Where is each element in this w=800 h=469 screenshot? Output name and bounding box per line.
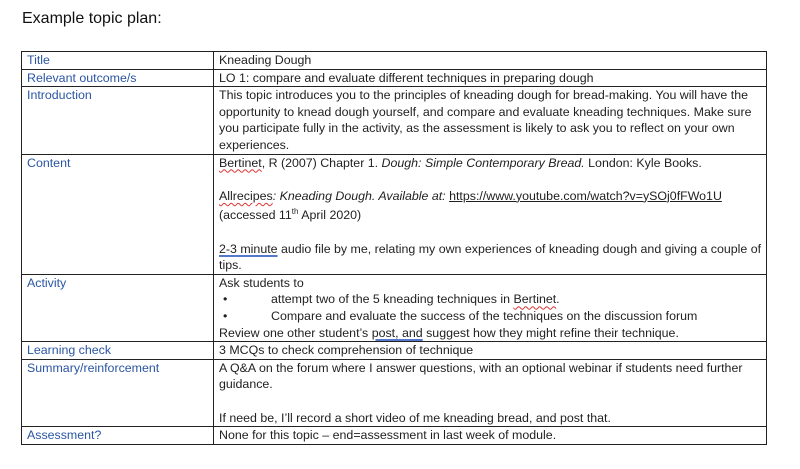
row-value-summary [214, 359, 767, 426]
reference-video-source: Allrecipes [219, 188, 273, 203]
reference-video-link[interactable]: https://www.youtube.com/watch?v=ySOj0fFWo1U [449, 188, 722, 203]
audio-note [219, 241, 762, 274]
audio-duration: 2-3 minute [219, 241, 278, 256]
bullet-icon: • [223, 292, 228, 307]
bullet-icon: • [223, 309, 228, 324]
list-item [219, 308, 762, 325]
row-label-outcome: Relevant outcome/s [22, 69, 214, 87]
list-item-text [271, 291, 560, 308]
row-label-activity: Activity [22, 274, 214, 341]
reference-video-access [219, 204, 762, 224]
table-row-learning-check [22, 342, 767, 360]
row-value-outcome: LO 1: compare and evaluate different techniques in preparing dough [214, 69, 767, 87]
reference-book-details: , R (2007) Chapter 1. [261, 155, 382, 170]
paragraph-gap [219, 224, 762, 241]
row-value-title: Kneading Dough [214, 52, 767, 70]
table-row-title [22, 52, 767, 70]
reference-book-publisher: London: Kyle Books. [584, 155, 702, 170]
document-heading: Example topic plan: [22, 10, 162, 27]
access-date-prefix: (accessed 11 [219, 208, 292, 223]
row-value-content [214, 154, 767, 274]
closing-underlined: post, and [371, 325, 423, 340]
bullet1-text: attempt two of the 5 kneading techniques in [271, 292, 514, 307]
table-row-summary [22, 359, 767, 426]
access-date-suffix: th [291, 207, 299, 217]
table-row-introduction [22, 87, 767, 154]
table-row-assessment [22, 427, 767, 445]
activity-closing [219, 325, 762, 342]
row-label-title: Title [22, 52, 214, 70]
row-label-introduction: Introduction [22, 87, 214, 154]
reference-book-author: Bertinet [219, 155, 262, 170]
row-value-assessment: None for this topic – end=assessment in last week of module. [214, 427, 767, 445]
list-item [219, 291, 762, 308]
summary-paragraph-1: A Q&A on the forum where I answer questions, with an optional webinar if students need further guidance. [219, 360, 743, 392]
topic-plan-table [21, 51, 767, 445]
reference-book [219, 155, 762, 172]
reference-book-title: Dough: Simple Contemporary Bread. [381, 155, 585, 170]
row-label-summary: Summary/reinforcement [22, 359, 214, 426]
table-row-activity [22, 274, 767, 341]
closing-text: Review one other student’s [219, 325, 372, 340]
row-value-introduction: This topic introduces you to the principles of kneading dough for bread-making. You will have the opportunity to knead dough yourself, and compare and evaluate kneading techniques. Make sure you participate fully in the activity, as the assessment is likely to ask you to reflect on your own experiences. [214, 87, 767, 154]
closing-end: suggest how they might refine their technique. [422, 325, 679, 340]
row-label-content: Content [22, 154, 214, 274]
table-row-content [22, 154, 767, 274]
reference-video [219, 188, 762, 205]
summary-paragraph-2: If need be, I’ll record a short video of me kneading bread, and post that. [219, 410, 611, 425]
bullet1-end: . [556, 292, 560, 307]
bullet1-name: Bertinet [513, 292, 557, 307]
reference-video-title: : Kneading Dough. Available at: [272, 188, 450, 203]
access-date-rest: April 2020) [298, 208, 362, 223]
row-value-learning-check: 3 MCQs to check comprehension of technique [214, 342, 767, 360]
audio-description: audio file by me, relating my own experiences of kneading dough and giving a couple of tips. [219, 241, 762, 273]
activity-intro: Ask students to [219, 275, 304, 290]
list-item-text: Compare and evaluate the success of the techniques on the discussion forum [271, 309, 698, 324]
paragraph-gap [219, 393, 762, 410]
paragraph-gap [219, 171, 762, 188]
row-label-assessment: Assessment? [22, 427, 214, 445]
row-label-learning-check: Learning check [22, 342, 214, 360]
table-row-outcome [22, 69, 767, 87]
row-value-activity [214, 274, 767, 341]
